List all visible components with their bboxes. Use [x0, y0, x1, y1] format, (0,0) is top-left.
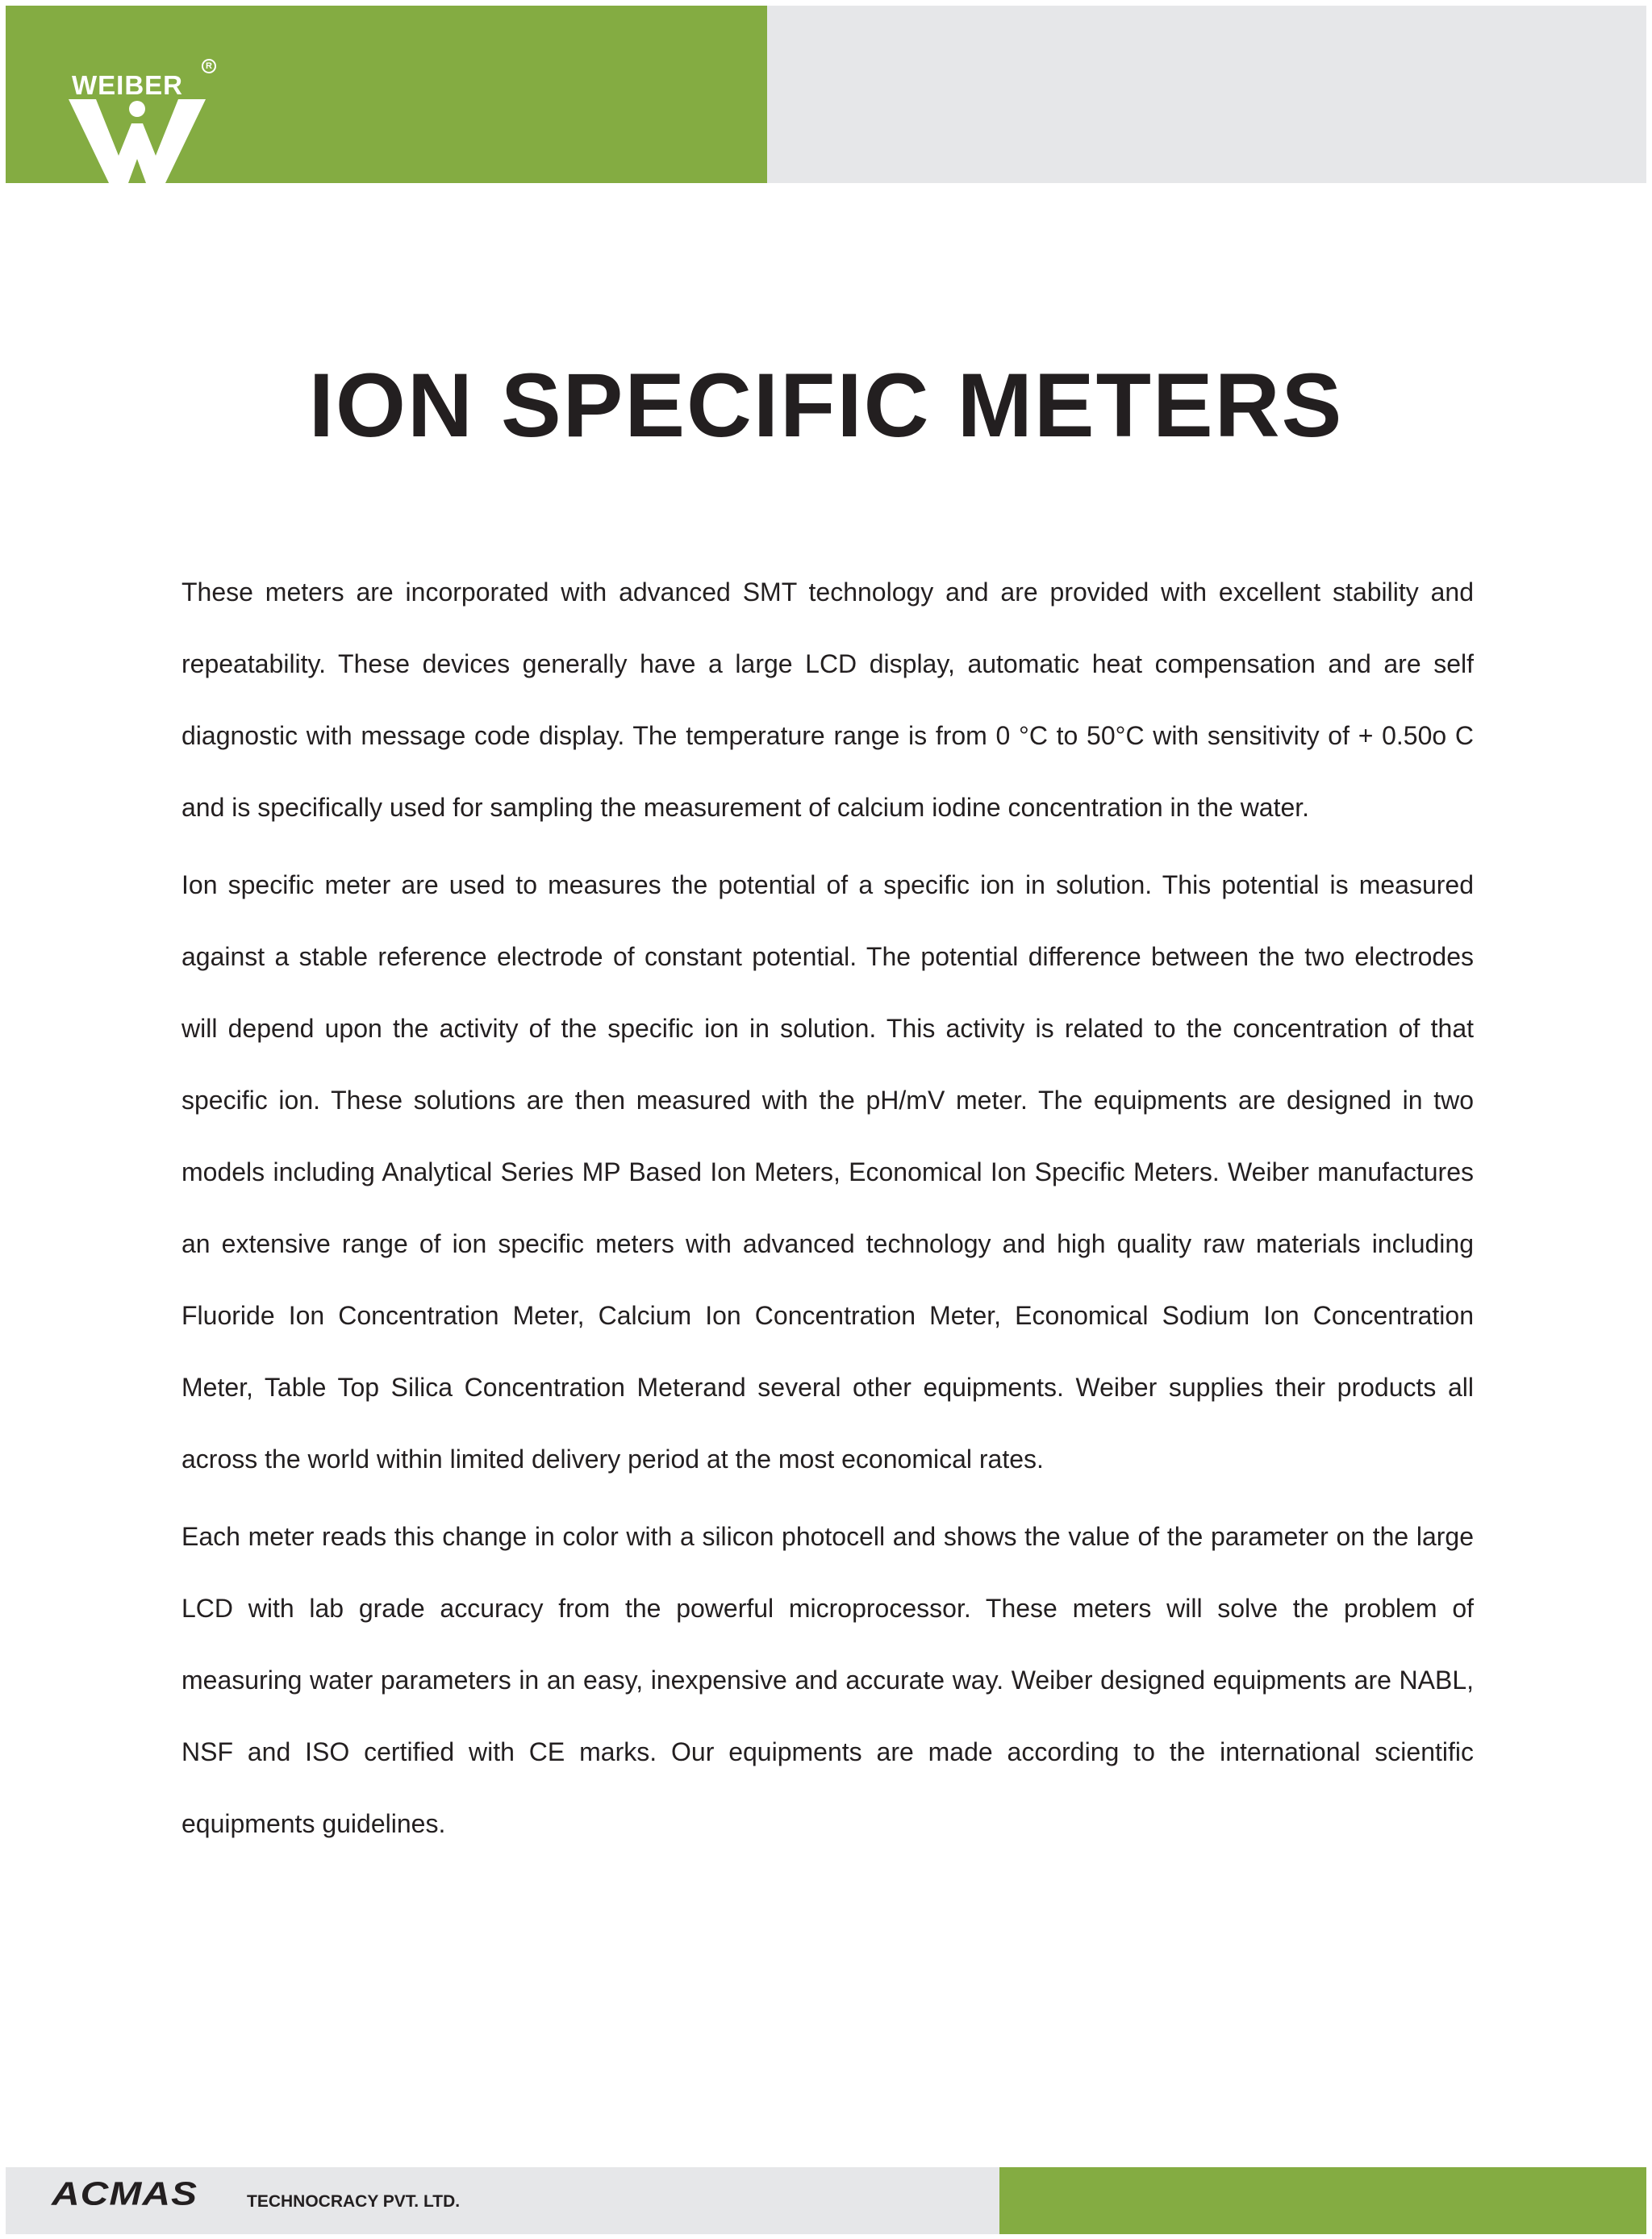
body-text	[181, 557, 1474, 1866]
weiber-logo	[69, 59, 222, 188]
company-name: TECHNOCRACY PVT. LTD.	[247, 2192, 461, 2211]
paragraph-2: Ion specific meter are used to measures the potential of a specific ion in solution. This potential is measured against a stable reference electrode of constant potential. The potential difference between the two electrodes will depend upon the activity of the specific ion in solution. This activity is related to the concentration of that specific ion. These solutions are then measured with the pH/mV meter. The equipments are designed in two models including Analytical Series MP Based Ion Meters, Economical Ion Specific Meters. Weiber manufactures an extensive range of ion specific meters with advanced technology and high quality raw materials including Fluoride Ion Concentration Meter, Calcium Ion Concentration Meter, Economical Sodium Ion Concentration Meter, Table Top Silica Concentration Meterand several other equipments. Weiber supplies their products all across the world within limited delivery period at the most economical rates.	[181, 870, 1474, 1474]
acmas-logo: ACMAS	[52, 2175, 198, 2212]
weiber-w-emblem-icon	[69, 99, 206, 183]
logo-wordmark: WEIBER	[72, 70, 183, 100]
footer-green-band	[999, 2167, 1646, 2234]
page-title: ION SPECIFIC METERS	[308, 355, 1344, 456]
paragraph-3: Each meter reads this change in color with a silicon photocell and shows the value of the parameter on the large LCD with lab grade accuracy from the powerful microprocessor. These meters will solve the problem of measuring water parameters in an easy, inexpensive and accurate way. Weiber designed equipments are NABL, NSF and ISO certified with CE marks. Our equipments are made according to the international scientific equipments guidelines.	[181, 1522, 1474, 1838]
registered-mark-icon: R	[202, 59, 216, 73]
paragraph-1: These meters are incorporated with advanced SMT technology and are provided with excellent stability and repeatability. These devices generally have a large LCD display, automatic heat compensation and are self diagnostic with message code display. The temperature range is from 0 °C to 50°C with sensitivity of + 0.50o C and is specifically used for sampling the measurement of calcium iodine concentration in the water.	[181, 577, 1474, 822]
header-gray-band	[767, 6, 1646, 183]
header-green-band	[6, 6, 767, 183]
